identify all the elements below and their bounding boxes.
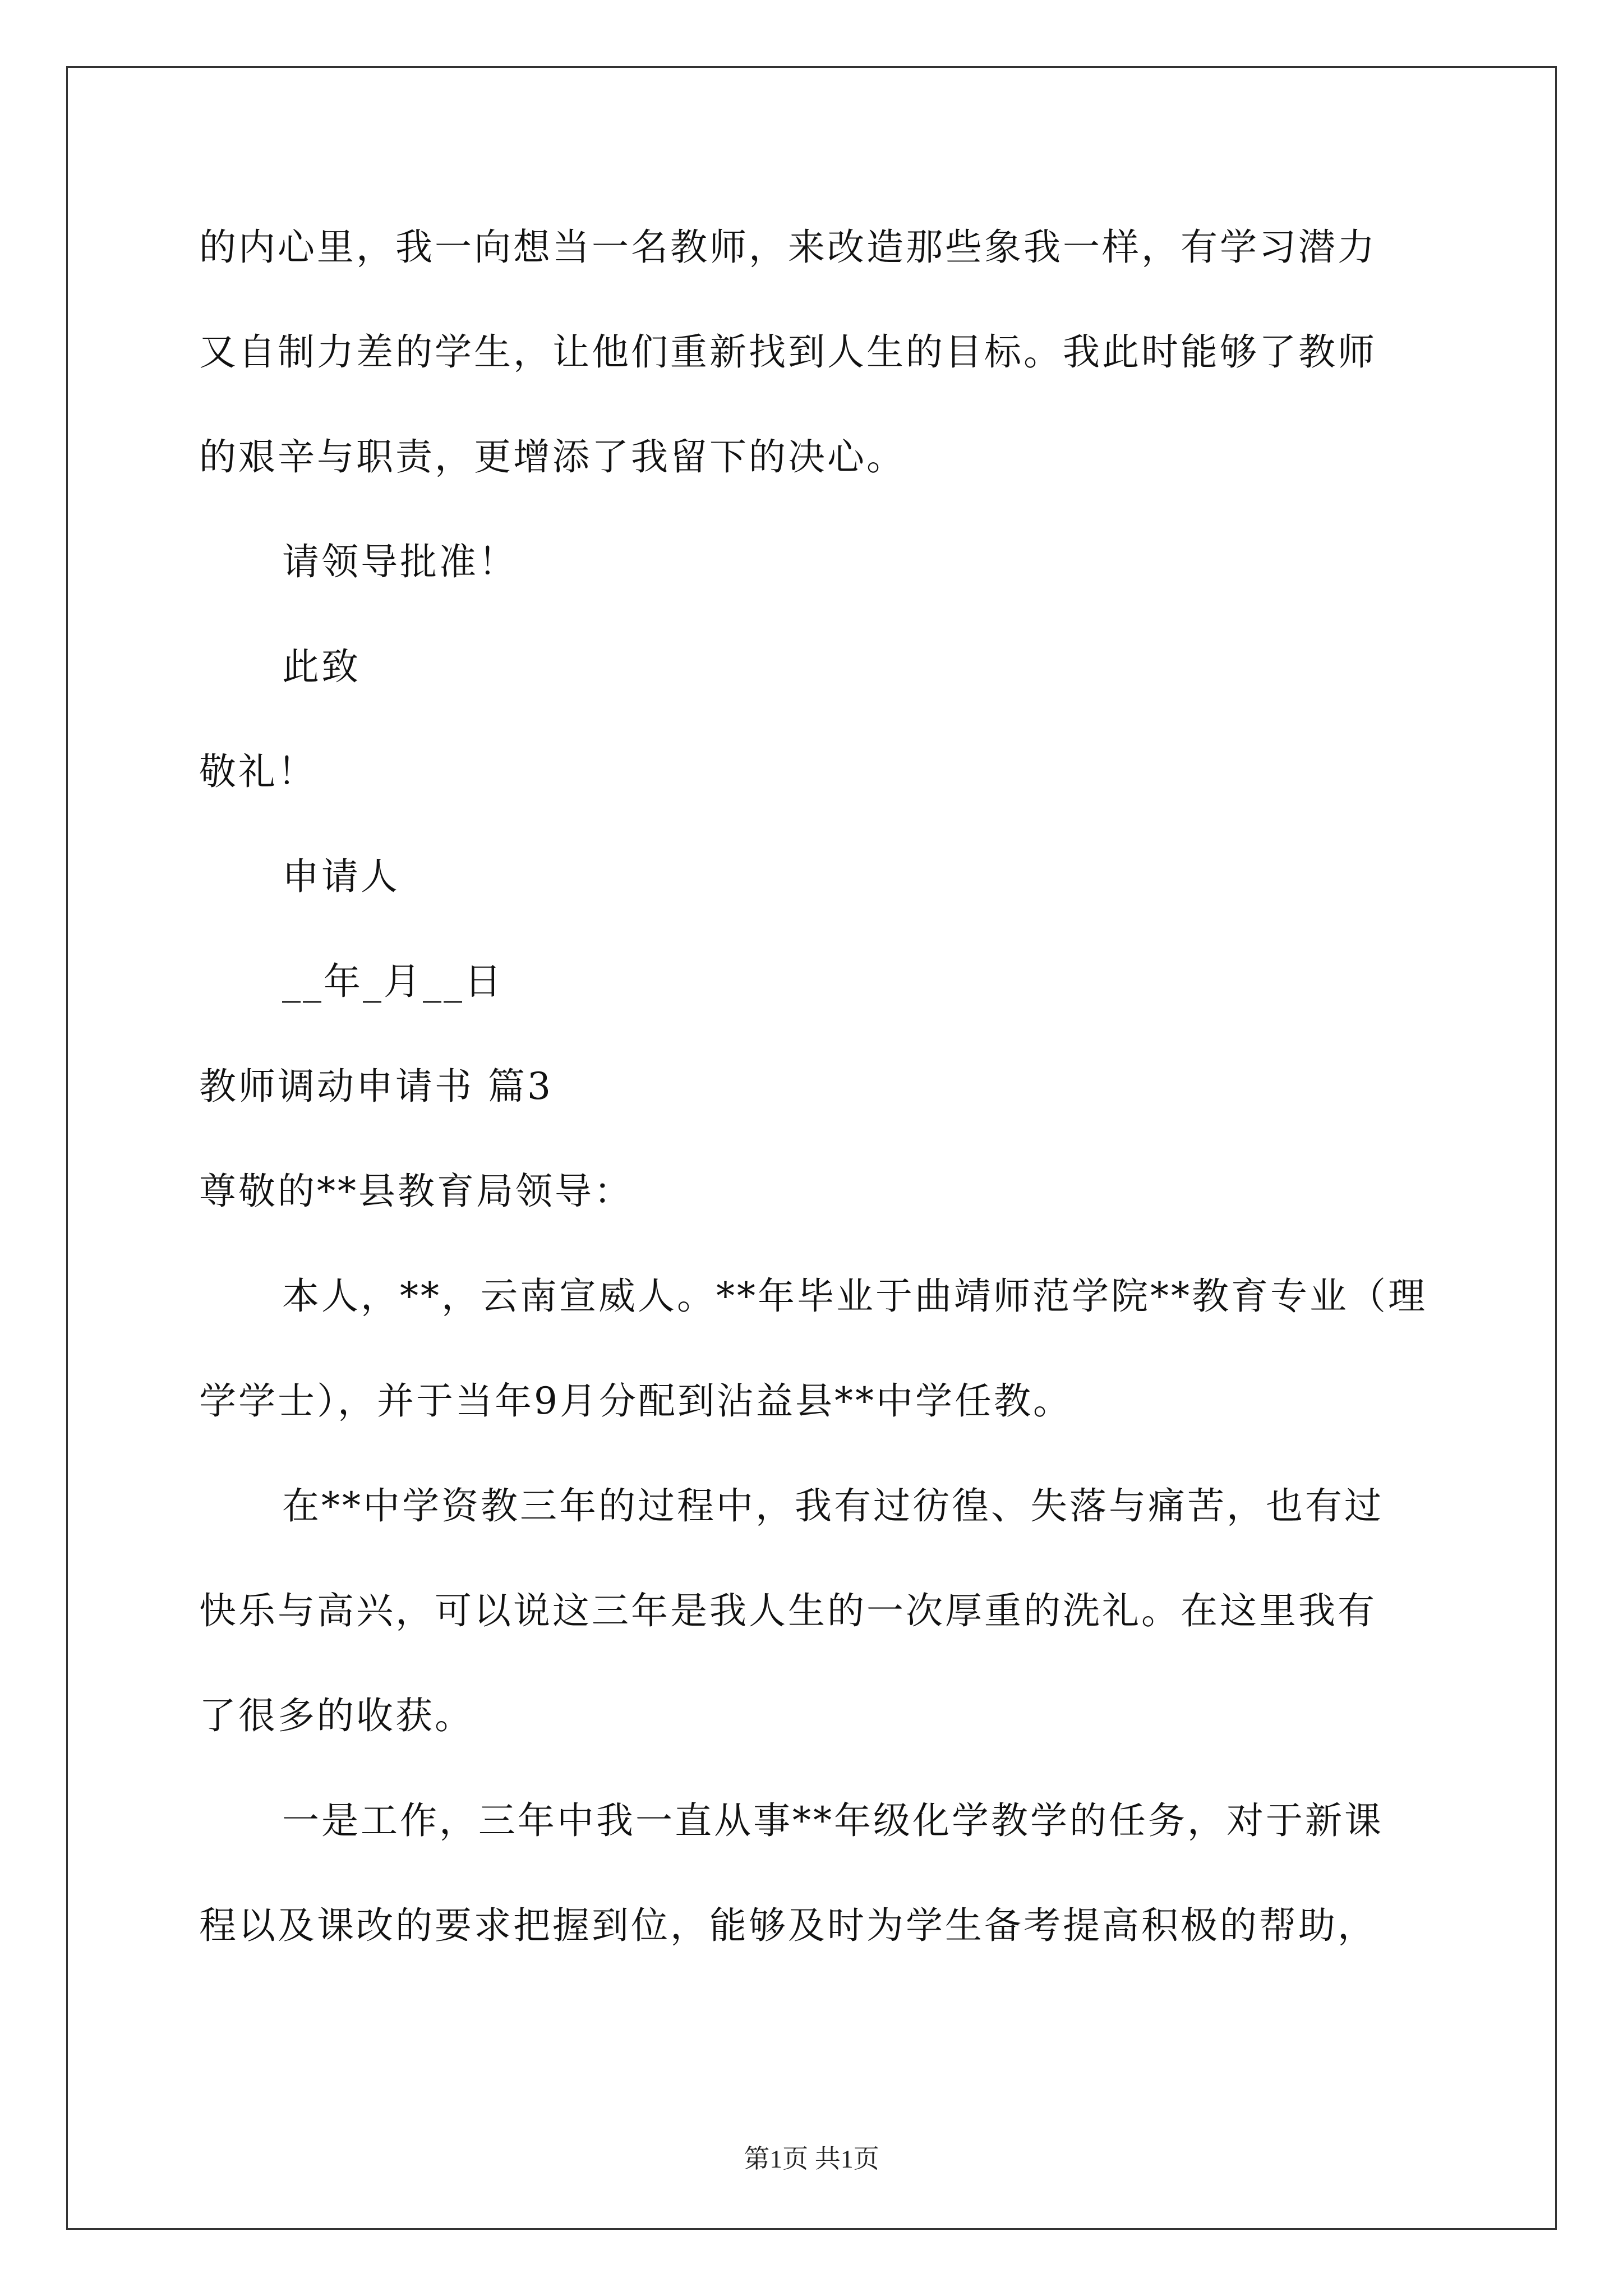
applicant-label: 申请人 (282, 855, 400, 898)
paragraph-line: 的内心里，我一向想当一名教师，来改造那些象我一样，有学习潜力 (199, 226, 1377, 269)
page-footer: 第1页 共1页 (744, 2145, 879, 2173)
paragraph-line: 快乐与高兴，可以说这三年是我人生的一次厚重的洗礼。在这里我有 (199, 1589, 1377, 1632)
closing-request: 请领导批准！ (282, 540, 518, 583)
paragraph-line: 的艰辛与职责，更增添了我留下的决心。 (199, 435, 906, 478)
paragraph-line: 本人，**，云南宣威人。**年毕业于曲靖师范学院**教育专业（理 (282, 1274, 1427, 1318)
paragraph-line: 在**中学资教三年的过程中，我有过彷徨、失落与痛苦，也有过 (282, 1484, 1384, 1527)
paragraph-line: 一是工作，三年中我一直从事**年级化学教学的任务，对于新课 (282, 1799, 1384, 1842)
salutation-jingli: 敬礼！ (199, 750, 317, 793)
paragraph-line: 学学士），并于当年9月分配到沾益县**中学任教。 (199, 1379, 1072, 1423)
paragraph-line: 程以及课改的要求把握到位，能够及时为学生备考提高积极的帮助， (199, 1904, 1377, 1947)
salutation-cizhi: 此致 (282, 645, 361, 688)
paragraph-line: 了很多的收获。 (199, 1694, 474, 1737)
paragraph-line: 又自制力差的学生，让他们重新找到人生的目标。我此时能够了教师 (199, 330, 1377, 374)
section-heading: 教师调动申请书 篇3 (199, 1065, 553, 1108)
letter-greeting: 尊敬的**县教育局领导： (199, 1170, 633, 1213)
date-line: __年_月__日 (282, 960, 504, 1003)
